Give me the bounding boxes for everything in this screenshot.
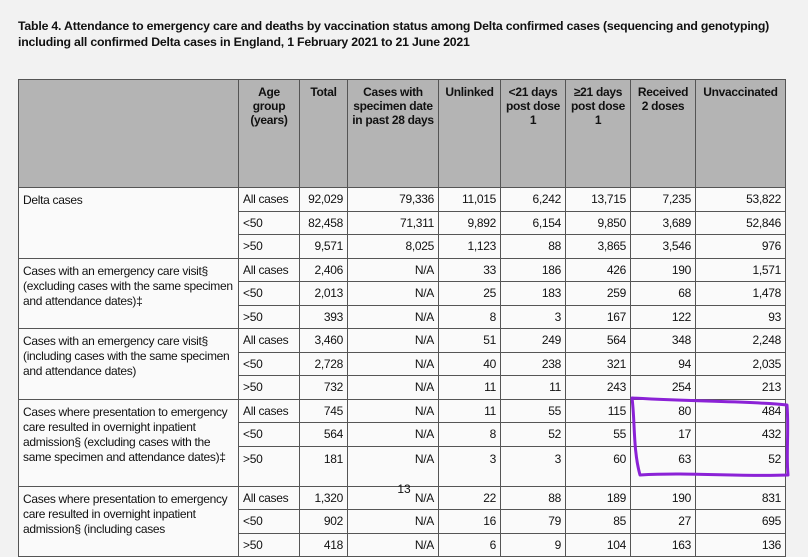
value-cell: N/A (348, 305, 439, 329)
value-cell: 71,311 (348, 211, 439, 235)
age-group-cell: <50 (239, 352, 300, 376)
value-cell: 13,715 (566, 188, 631, 212)
value-cell: N/A (348, 423, 439, 447)
value-cell: 80 (631, 399, 696, 423)
value-cell: 40 (439, 352, 501, 376)
row-group-label: Cases with an emergency care visit§ (including cases with the same specimen and attendance dates) (19, 329, 239, 400)
value-cell: 22 (439, 486, 501, 510)
value-cell: 186 (501, 258, 566, 282)
value-cell: 3,460 (300, 329, 348, 353)
value-cell: 79 (501, 510, 566, 534)
value-cell: 16 (439, 510, 501, 534)
value-cell: 63 (631, 446, 696, 486)
value-cell: 11 (439, 376, 501, 400)
value-cell: 432 (696, 423, 786, 447)
value-cell: 88 (501, 486, 566, 510)
value-cell: 9,571 (300, 235, 348, 259)
value-cell: 11 (501, 376, 566, 400)
header-row (19, 80, 786, 188)
age-group-cell: >50 (239, 305, 300, 329)
column-header: Cases with specimen date in past 28 days (348, 80, 439, 188)
value-cell: 51 (439, 329, 501, 353)
value-cell: 7,235 (631, 188, 696, 212)
value-cell: N/A (348, 399, 439, 423)
value-cell: 695 (696, 510, 786, 534)
value-cell: 8 (439, 305, 501, 329)
value-cell: 3,865 (566, 235, 631, 259)
column-header: Total (300, 80, 348, 188)
value-cell: 2,728 (300, 352, 348, 376)
value-cell: 348 (631, 329, 696, 353)
value-cell: 418 (300, 533, 348, 557)
value-cell: 902 (300, 510, 348, 534)
value-cell: 1,478 (696, 282, 786, 306)
value-cell: 92,029 (300, 188, 348, 212)
value-cell: 426 (566, 258, 631, 282)
value-cell: 8,025 (348, 235, 439, 259)
value-cell: N/A (348, 376, 439, 400)
age-group-cell: >50 (239, 235, 300, 259)
table-row (19, 399, 786, 423)
value-cell: 238 (501, 352, 566, 376)
table-title: Table 4. Attendance to emergency care and deaths by vaccination status among Delta confirmed cases (sequencing and genotyping) including all confirmed Delta cases in England, 1 February 2021 to 21 June 2021 (18, 19, 770, 49)
value-cell: 183 (501, 282, 566, 306)
value-cell: 9 (501, 533, 566, 557)
value-cell: 3,689 (631, 211, 696, 235)
value-cell: N/A (348, 282, 439, 306)
value-cell: N/A (348, 486, 439, 510)
value-cell: N/A (348, 329, 439, 353)
value-cell: 2,013 (300, 282, 348, 306)
value-cell: 189 (566, 486, 631, 510)
value-cell: 213 (696, 376, 786, 400)
value-cell: N/A (348, 352, 439, 376)
age-group-cell: <50 (239, 211, 300, 235)
value-cell: 1,571 (696, 258, 786, 282)
value-cell: 3,546 (631, 235, 696, 259)
value-cell: 11,015 (439, 188, 501, 212)
value-cell: 393 (300, 305, 348, 329)
value-cell: N/A (348, 446, 439, 486)
row-group-label: Delta cases (19, 188, 239, 259)
value-cell: 11 (439, 399, 501, 423)
value-cell: 82,458 (300, 211, 348, 235)
value-cell: 104 (566, 533, 631, 557)
column-header: Received 2 doses (631, 80, 696, 188)
value-cell: N/A (348, 533, 439, 557)
age-group-cell: >50 (239, 533, 300, 557)
age-group-cell: <50 (239, 423, 300, 447)
value-cell: 85 (566, 510, 631, 534)
value-cell: 52 (501, 423, 566, 447)
value-cell: 243 (566, 376, 631, 400)
row-group-label: Cases with an emergency care visit§ (excluding cases with the same specimen and attendance dates)‡ (19, 258, 239, 329)
age-group-cell: >50 (239, 376, 300, 400)
value-cell: 745 (300, 399, 348, 423)
value-cell: 2,248 (696, 329, 786, 353)
value-cell: 33 (439, 258, 501, 282)
value-cell: 1,320 (300, 486, 348, 510)
value-cell: 976 (696, 235, 786, 259)
value-cell: 8 (439, 423, 501, 447)
value-cell: 9,850 (566, 211, 631, 235)
age-group-cell: <50 (239, 282, 300, 306)
value-cell: 190 (631, 486, 696, 510)
age-group-cell: All cases (239, 188, 300, 212)
value-cell: 88 (501, 235, 566, 259)
value-cell: 2,406 (300, 258, 348, 282)
value-cell: 68 (631, 282, 696, 306)
value-cell: 55 (566, 423, 631, 447)
column-header: Unlinked (439, 80, 501, 188)
value-cell: 167 (566, 305, 631, 329)
value-cell: 25 (439, 282, 501, 306)
table-row (19, 258, 786, 282)
value-cell: 93 (696, 305, 786, 329)
page-number: 13 (397, 482, 411, 496)
age-group-cell: All cases (239, 399, 300, 423)
column-header (19, 80, 239, 188)
age-group-cell: <50 (239, 510, 300, 534)
value-cell: 136 (696, 533, 786, 557)
column-header: Age group (years) (239, 80, 300, 188)
value-cell: 564 (566, 329, 631, 353)
age-group-cell: All cases (239, 258, 300, 282)
value-cell: 3 (501, 305, 566, 329)
age-group-cell: All cases (239, 486, 300, 510)
value-cell: 181 (300, 446, 348, 486)
value-cell: 3 (439, 446, 501, 486)
value-cell: 55 (501, 399, 566, 423)
value-cell: 1,123 (439, 235, 501, 259)
value-cell: 6,242 (501, 188, 566, 212)
value-cell: 6,154 (501, 211, 566, 235)
value-cell: 52 (696, 446, 786, 486)
value-cell: 79,336 (348, 188, 439, 212)
value-cell: N/A (348, 258, 439, 282)
value-cell: 94 (631, 352, 696, 376)
value-cell: 831 (696, 486, 786, 510)
value-cell: 17 (631, 423, 696, 447)
value-cell: 564 (300, 423, 348, 447)
value-cell: 2,035 (696, 352, 786, 376)
value-cell: 163 (631, 533, 696, 557)
column-header: <21 days post dose 1 (501, 80, 566, 188)
value-cell: 6 (439, 533, 501, 557)
value-cell: 249 (501, 329, 566, 353)
table-row (19, 329, 786, 353)
row-group-label: Cases where presentation to emergency care resulted in overnight inpatient admission§ (including cases (19, 486, 239, 557)
value-cell: 115 (566, 399, 631, 423)
row-group-label: Cases where presentation to emergency care resulted in overnight inpatient admission§ (excluding cases with the same specimen and attendance dates)‡ (19, 399, 239, 486)
value-cell: 27 (631, 510, 696, 534)
column-header: ≥21 days post dose 1 (566, 80, 631, 188)
column-header: Unvaccinated (696, 80, 786, 188)
value-cell: 53,822 (696, 188, 786, 212)
value-cell: 60 (566, 446, 631, 486)
value-cell: N/A (348, 510, 439, 534)
value-cell: 484 (696, 399, 786, 423)
value-cell: 321 (566, 352, 631, 376)
age-group-cell: All cases (239, 329, 300, 353)
value-cell: 190 (631, 258, 696, 282)
age-group-cell: >50 (239, 446, 300, 486)
value-cell: 732 (300, 376, 348, 400)
value-cell: 3 (501, 446, 566, 486)
value-cell: 259 (566, 282, 631, 306)
value-cell: 122 (631, 305, 696, 329)
value-cell: 9,892 (439, 211, 501, 235)
value-cell: 254 (631, 376, 696, 400)
value-cell: 52,846 (696, 211, 786, 235)
table-row (19, 188, 786, 212)
